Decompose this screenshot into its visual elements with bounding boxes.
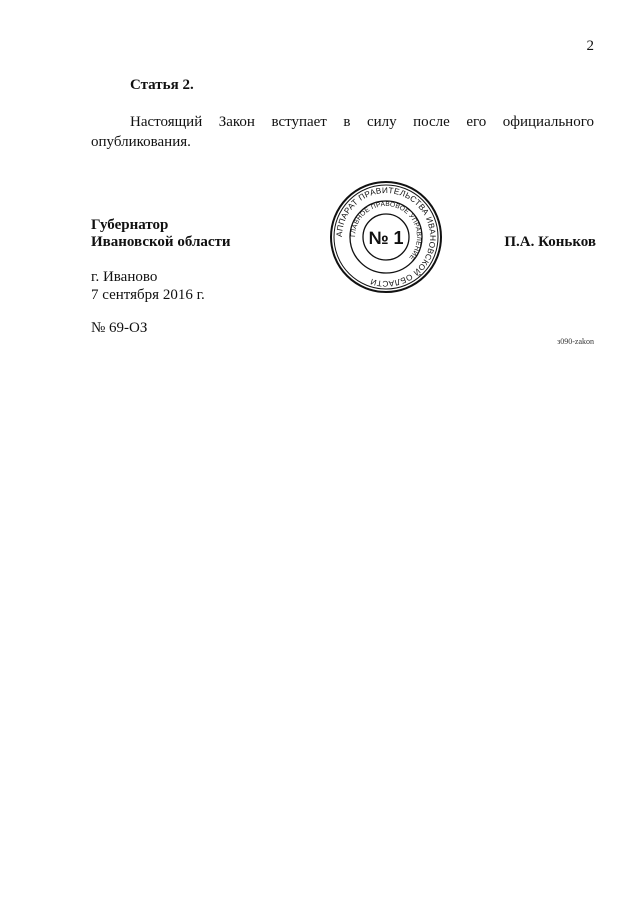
official-seal-stamp xyxy=(329,180,443,294)
signatory-title-line-2: Ивановской области xyxy=(91,234,231,250)
signatory-name: П.А. Коньков xyxy=(504,234,596,250)
place-and-date xyxy=(91,268,205,304)
article-heading: Статья 2. xyxy=(130,77,194,93)
signing-date: 7 сентября 2016 г. xyxy=(91,287,205,303)
signatory-title-line-1: Губернатор xyxy=(91,217,169,233)
stamp-outer-ring-text: АППАРАТ ПРАВИТЕЛЬСТВА ИВАНОВСКОЙ ОБЛАСТИ xyxy=(334,185,438,289)
law-number: № 69-ОЗ xyxy=(91,320,148,336)
stamp-center-number: № 1 xyxy=(368,228,404,248)
page-number: 2 xyxy=(586,38,594,54)
signing-place: г. Иваново xyxy=(91,269,158,285)
file-reference: з090-zakon xyxy=(557,337,594,346)
signatory-title xyxy=(91,217,231,251)
stamp-inner-ring-text: ГЛАВНОЕ ПРАВОВОЕ УПРАВЛЕНИЕ xyxy=(349,200,423,262)
article-text: Настоящий Закон вступает в силу после его официального опубликования. xyxy=(91,114,594,150)
